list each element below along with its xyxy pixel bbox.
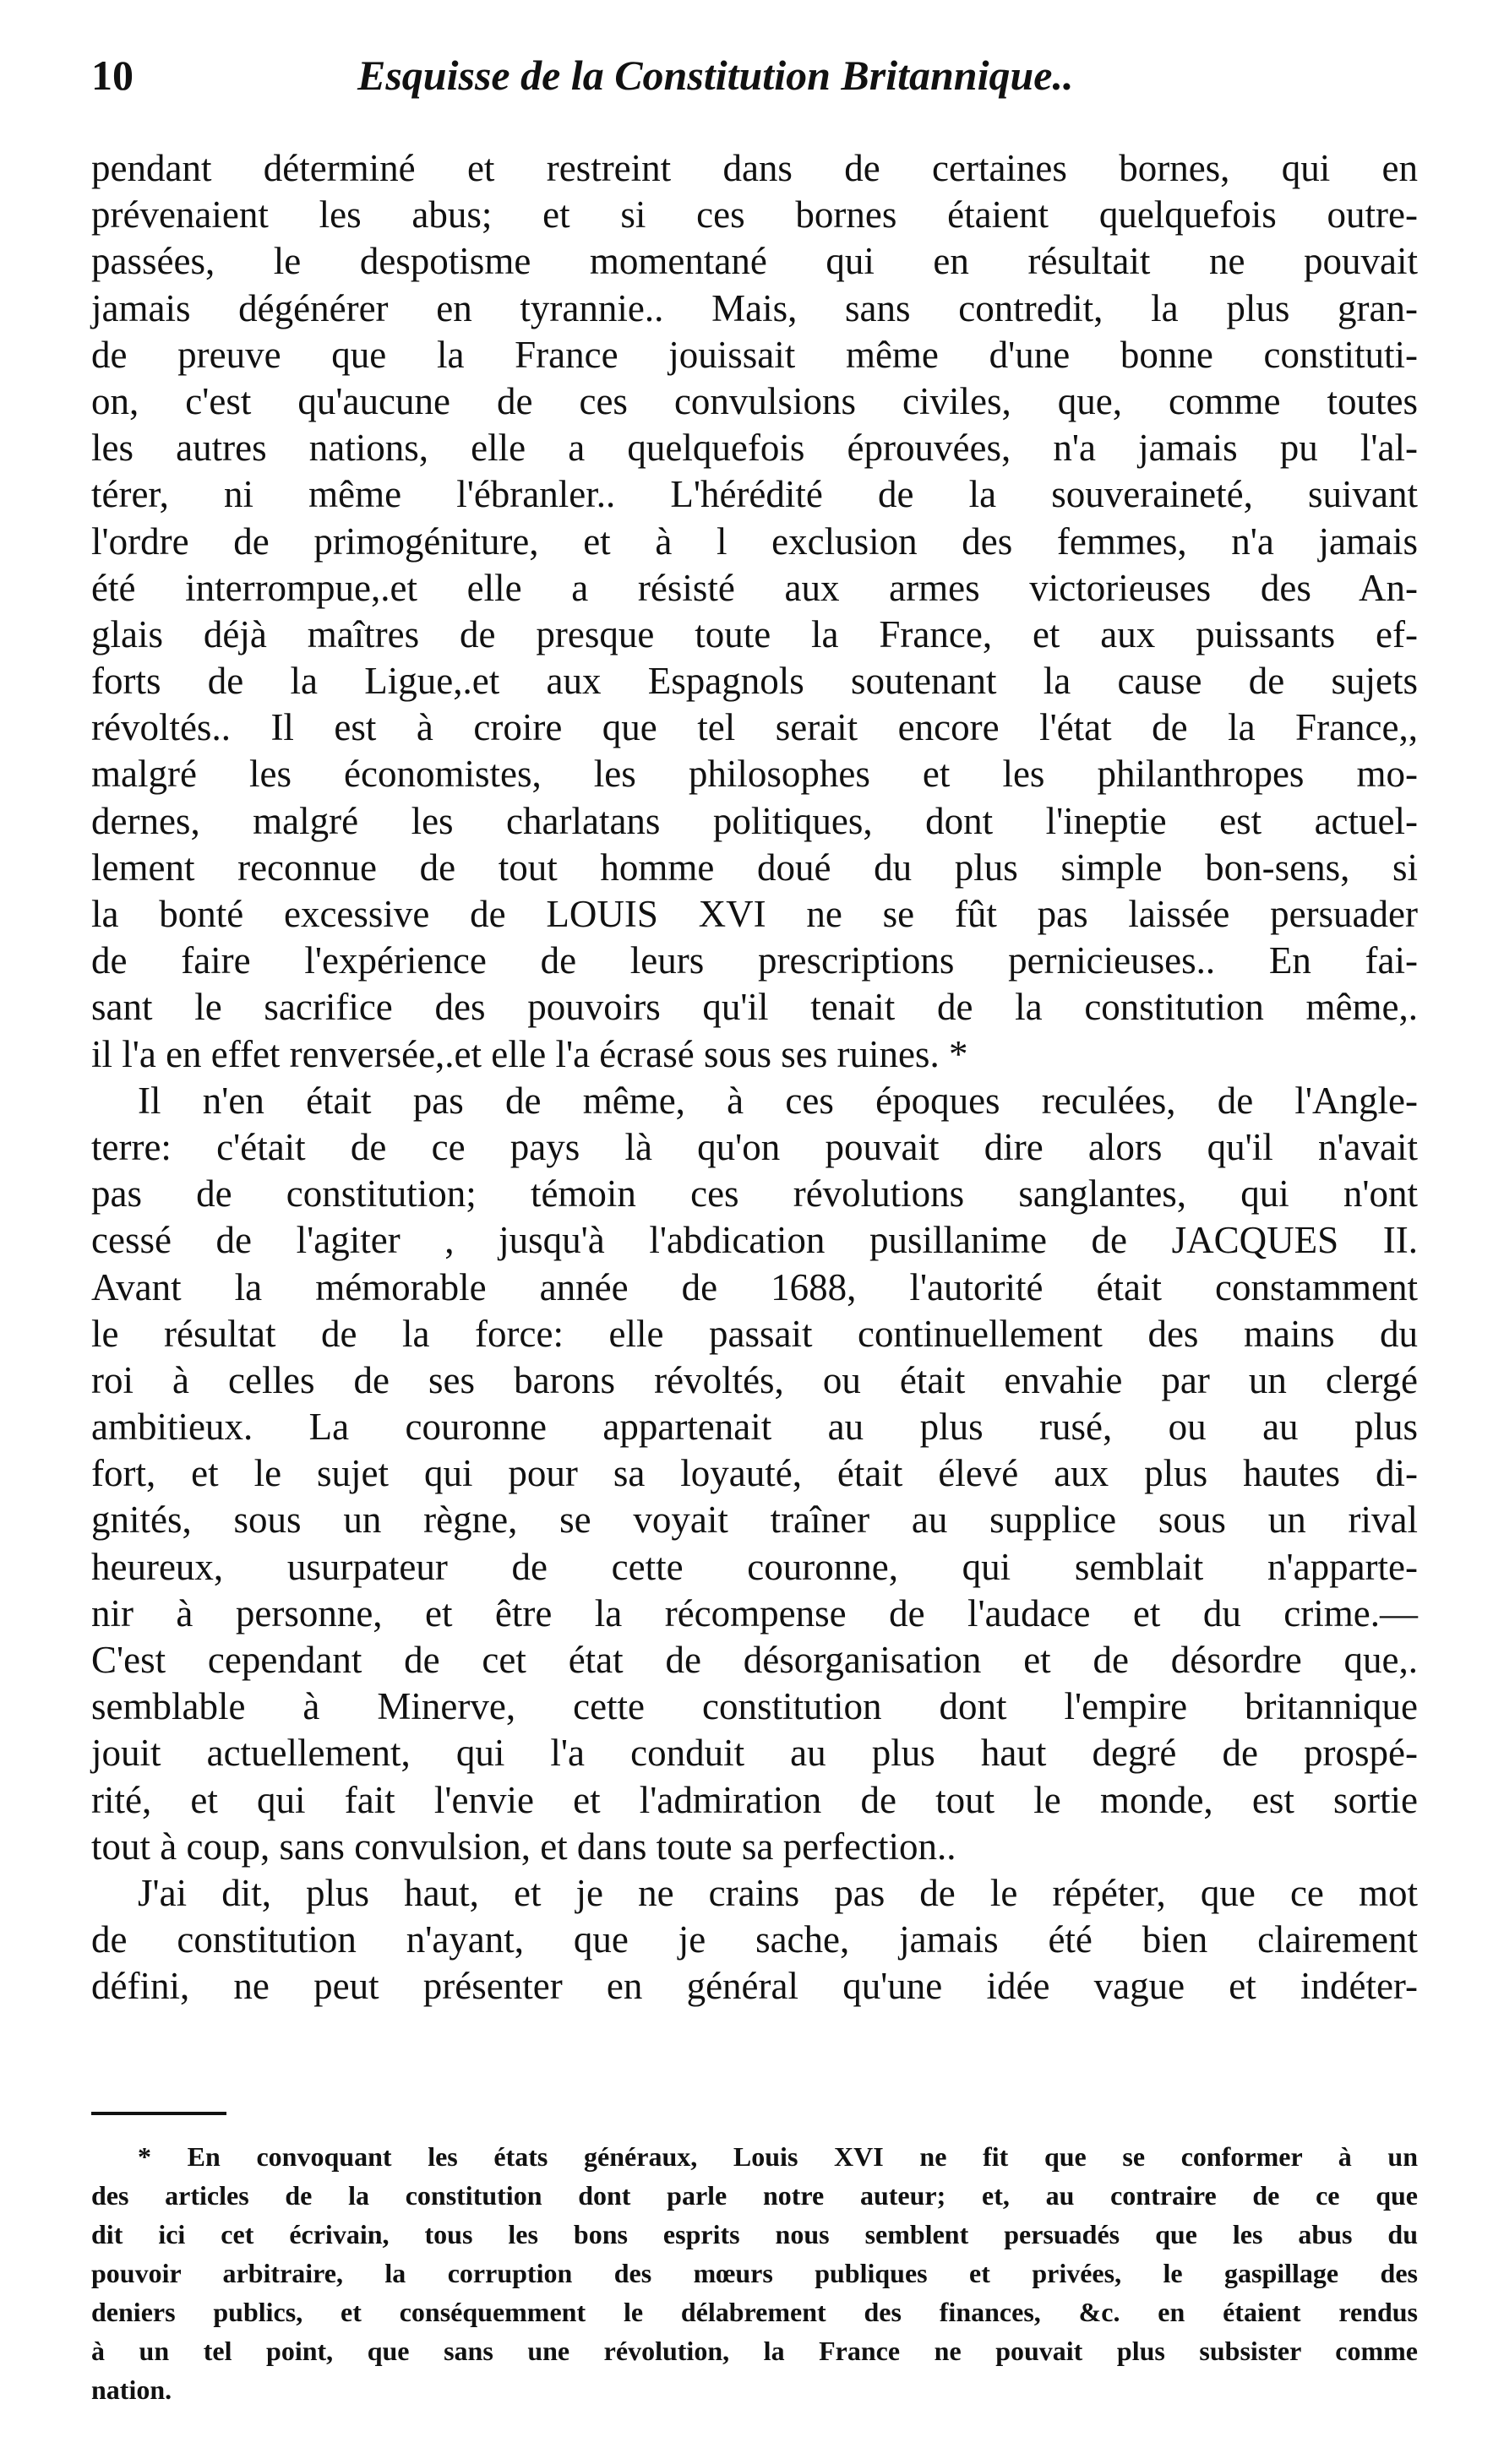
- body-line: prévenaient les abus; et si ces bornes étaient quelquefois outre-: [91, 193, 1418, 237]
- body-line: térer, ni même l'ébranler.. L'hérédité de la souveraineté, suivant: [91, 473, 1418, 516]
- footnote-line: deniers publics, et conséquemment le délabrement des finances, &c. en étaient rendus: [91, 2297, 1418, 2327]
- footnote-line: des articles de la constitution dont parle notre auteur; et, au contraire de ce que: [91, 2180, 1418, 2211]
- body-line: sant le sacrifice des pouvoirs qu'il tenait de la constitution même,.: [91, 986, 1418, 1029]
- body-line: gnités, sous un règne, se voyait traîner au supplice sous un rival: [91, 1499, 1418, 1542]
- footnote-line: à un tel point, que sans une révolution, la France ne pouvait plus subsister comme: [91, 2336, 1418, 2366]
- body-line: la bonté excessive de LOUIS XVI ne se fût pas laissée persuader: [91, 893, 1418, 935]
- body-line: nir à personne, et être la récompense de l'audace et du crime.—: [91, 1591, 1418, 1635]
- page-number: 10: [91, 52, 134, 99]
- body-line: révoltés.. Il est à croire que tel serait encore l'état de la France,,: [91, 706, 1418, 749]
- body-line: défini, ne peut présenter en général qu'une idée vague et indéter-: [91, 1965, 1418, 2008]
- footnote-separator-rule: [91, 2112, 226, 2115]
- body-line: heureux, usurpateur de cette couronne, qui semblait n'apparte-: [91, 1545, 1418, 1588]
- body-line: terre: c'était de ce pays là qu'on pouvait dire alors qu'il n'avait: [91, 1125, 1418, 1168]
- body-line: rité, et qui fait l'envie et l'admiration de tout le monde, est sortie: [91, 1778, 1418, 1821]
- footnote: [91, 2137, 1418, 2409]
- footnote-line: pouvoir arbitraire, la corruption des mœurs publiques et privées, le gaspillage des: [91, 2258, 1418, 2288]
- body-line: il l'a en effet renversée,.et elle l'a écrasé sous ses ruines. *: [91, 1032, 968, 1075]
- body-line: forts de la Ligue,.et aux Espagnols soutenant la cause de sujets: [91, 660, 1418, 703]
- footnote-line: dit ici cet écrivain, tous les bons esprits nous semblent persuadés que les abus du: [91, 2219, 1418, 2249]
- body-line: on, c'est qu'aucune de ces convulsions civiles, que, comme toutes: [91, 379, 1418, 422]
- body-line: roi à celles de ses barons révoltés, ou était envahie par un clergé: [91, 1358, 1418, 1401]
- body-line: pendant déterminé et restreint dans de certaines bornes, qui en: [91, 147, 1418, 189]
- body-line: été interrompue,.et elle a résisté aux armes victorieuses des An-: [91, 566, 1418, 609]
- body-line: de constitution n'ayant, que je sache, jamais été bien clairement: [91, 1918, 1418, 1961]
- body-text: [91, 145, 1418, 2010]
- body-line: cessé de l'agiter , jusqu'à l'abdication pusillanime de JACQUES II.: [91, 1219, 1418, 1262]
- body-line: de preuve que la France jouissait même d'une bonne constituti-: [91, 333, 1418, 376]
- body-line: l'ordre de primogéniture, et à l exclusion des femmes, n'a jamais: [91, 519, 1418, 563]
- body-line: dernes, malgré les charlatans politiques, dont l'ineptie est actuel-: [91, 799, 1418, 842]
- body-line: tout à coup, sans convulsion, et dans toute sa perfection..: [91, 1825, 956, 1868]
- body-line: malgré les économistes, les philosophes et les philanthropes mo-: [91, 753, 1418, 796]
- footnote-line: * En convoquant les états généraux, Louis XVI ne fit que se conformer à un: [138, 2141, 1418, 2172]
- body-line: passées, le despotisme momentané qui en résultait ne pouvait: [91, 240, 1418, 283]
- body-line: de faire l'expérience de leurs prescriptions pernicieuses.. En fai-: [91, 939, 1418, 982]
- body-line: ambitieux. La couronne appartenait au plus rusé, ou au plus: [91, 1406, 1418, 1449]
- body-line: les autres nations, elle a quelquefois éprouvées, n'a jamais pu l'al-: [91, 427, 1418, 470]
- body-line: C'est cependant de cet état de désorganisation et de désordre que,.: [91, 1639, 1418, 1681]
- footnote-line: nation.: [91, 2374, 172, 2405]
- body-line: Avant la mémorable année de 1688, l'autorité était constamment: [91, 1265, 1418, 1308]
- body-line: glais déjà maîtres de presque toute la France, et aux puissants ef-: [91, 612, 1418, 655]
- body-line: semblable à Minerve, cette constitution dont l'empire britannique: [91, 1685, 1418, 1728]
- body-line: pas de constitution; témoin ces révolutions sanglantes, qui n'ont: [91, 1172, 1418, 1216]
- body-line: le résultat de la force: elle passait continuellement des mains du: [91, 1312, 1418, 1355]
- body-line: jamais dégénérer en tyrannie.. Mais, sans contredit, la plus gran-: [91, 286, 1418, 329]
- page-header: [91, 51, 1418, 112]
- body-line: J'ai dit, plus haut, et je ne crains pas de le répéter, que ce mot: [138, 1871, 1418, 1914]
- running-title: Esquisse de la Constitution Britannique..: [357, 52, 1074, 99]
- body-line: lement reconnue de tout homme doué du plus simple bon-sens, si: [91, 846, 1418, 889]
- body-line: fort, et le sujet qui pour sa loyauté, était élevé aux plus hautes di-: [91, 1452, 1418, 1495]
- body-line: Il n'en était pas de même, à ces époques reculées, de l'Angle-: [138, 1079, 1418, 1122]
- body-line: jouit actuellement, qui l'a conduit au plus haut degré de prospé-: [91, 1732, 1418, 1775]
